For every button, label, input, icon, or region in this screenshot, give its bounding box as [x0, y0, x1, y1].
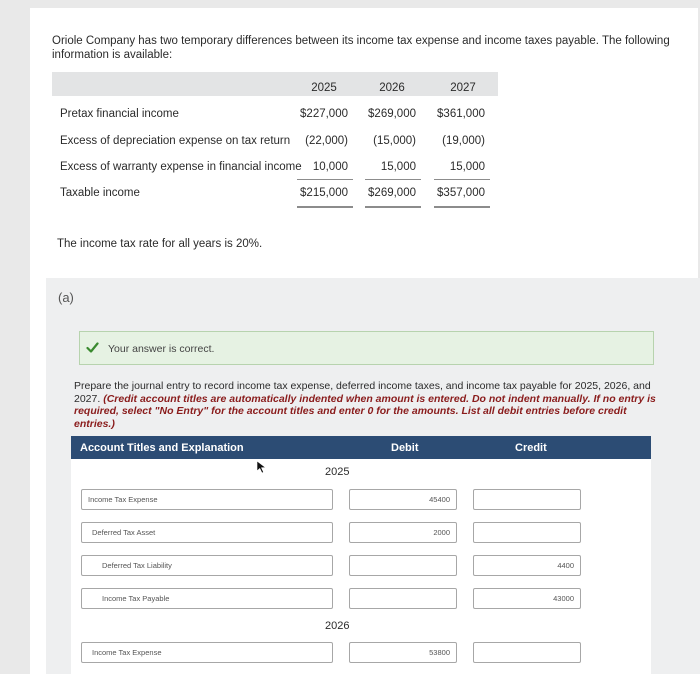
mouse-cursor-icon [256, 460, 268, 474]
taxable-2027: $357,000 [437, 187, 485, 199]
year-header-2027: 2027 [450, 82, 476, 94]
debit-input[interactable]: 2000 [349, 522, 457, 543]
credit-input[interactable] [473, 489, 581, 510]
total-line-2026 [365, 206, 421, 208]
data-table-header-band [52, 72, 498, 96]
account-title-input[interactable]: Income Tax Expense [81, 642, 333, 663]
pretax-2027: $361,000 [437, 108, 485, 120]
answer-status-text: Your answer is correct. [108, 343, 215, 355]
account-title-input[interactable]: Deferred Tax Liability [81, 555, 333, 576]
credit-input[interactable] [473, 522, 581, 543]
debit-input[interactable] [349, 588, 457, 609]
part-a-label: (a) [58, 290, 74, 305]
journal-header [71, 436, 651, 459]
taxable-2026: $269,000 [368, 187, 416, 199]
total-line-2025 [297, 206, 353, 208]
pretax-2026: $269,000 [368, 108, 416, 120]
taxable-2025: $215,000 [300, 187, 348, 199]
debit-column-header: Debit [391, 442, 419, 454]
account-column-header: Account Titles and Explanation [80, 442, 244, 454]
sum-line-2025 [297, 179, 353, 180]
depreciation-2025: (22,000) [305, 135, 348, 147]
instruction-text: Prepare the journal entry to record income tax expense, deferred income taxes, and income tax payable for 2025, 2026, and 2027. [74, 380, 651, 405]
warranty-2027: 15,000 [449, 161, 485, 173]
total-line-2027 [434, 206, 490, 208]
row-label-depreciation: Excess of depreciation expense on tax return [60, 135, 291, 147]
sum-line-2027 [434, 179, 490, 180]
debit-input[interactable]: 45400 [349, 489, 457, 510]
journal-year-2026: 2026 [325, 620, 350, 632]
credit-input[interactable]: 43000 [473, 588, 581, 609]
year-header-2025: 2025 [311, 82, 337, 94]
instructions [74, 380, 664, 430]
checkmark-icon [86, 341, 99, 354]
instruction-note: (Credit account titles are automatically indented when amount is entered. Do not indent manually. If no entry is required, select "No Entry" for the account titles and enter 0 for the amounts. List all debit entries before credit entries.) [74, 392, 656, 430]
row-label-warranty: Excess of warranty expense in financial income [60, 161, 302, 173]
credit-input[interactable] [473, 642, 581, 663]
sum-line-2026 [365, 179, 421, 180]
problem-intro: Oriole Company has two temporary differences between its income tax expense and income taxes payable. The following information is available: [52, 35, 670, 61]
account-title-input[interactable]: Income Tax Payable [81, 588, 333, 609]
row-label-taxable: Taxable income [60, 187, 140, 199]
depreciation-2026: (15,000) [373, 135, 416, 147]
debit-input[interactable]: 53800 [349, 642, 457, 663]
tax-rate-text: The income tax rate for all years is 20%. [57, 238, 263, 250]
credit-input[interactable]: 4400 [473, 555, 581, 576]
warranty-2025: 10,000 [312, 161, 348, 173]
credit-column-header: Credit [515, 442, 547, 454]
depreciation-2027: (19,000) [442, 135, 485, 147]
warranty-2026: 15,000 [380, 161, 416, 173]
account-title-input[interactable]: Income Tax Expense [81, 489, 333, 510]
row-label-pretax: Pretax financial income [60, 108, 179, 120]
account-title-input[interactable]: Deferred Tax Asset [81, 522, 333, 543]
year-header-2026: 2026 [379, 82, 405, 94]
debit-input[interactable] [349, 555, 457, 576]
journal-year-2025: 2025 [325, 466, 350, 478]
pretax-2025: $227,000 [300, 108, 348, 120]
